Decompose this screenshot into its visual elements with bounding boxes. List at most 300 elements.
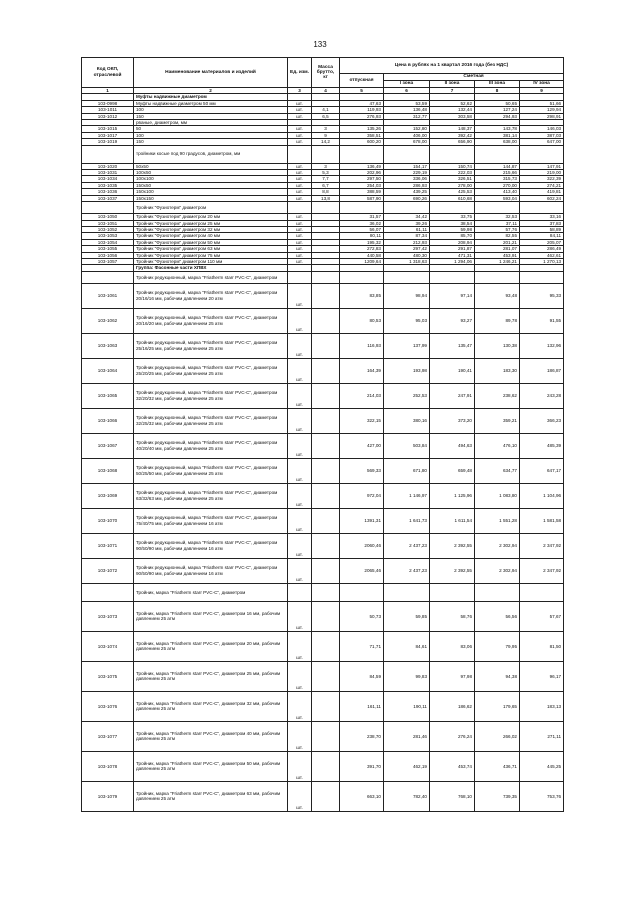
row-unit: шт. bbox=[288, 163, 312, 169]
price-zone-3: 183,30 bbox=[475, 358, 520, 383]
row-unit: шт. bbox=[288, 601, 312, 631]
row-code bbox=[82, 583, 134, 601]
price-zone-4: 91,55 bbox=[520, 308, 564, 333]
row-code: 103-1019 bbox=[82, 139, 134, 145]
row-name: 100 bbox=[134, 132, 288, 138]
row-code: 103-1064 bbox=[82, 358, 134, 383]
row-unit bbox=[288, 202, 312, 214]
price-zone-4: 602,24 bbox=[520, 195, 564, 201]
price-zone-4: 2 347,92 bbox=[520, 533, 564, 558]
row-code: 103-1071 bbox=[82, 533, 134, 558]
row-name: Тройник редукционный, марка "Friatherm starr PVC-C", диаметром 75/40/75 мм, рабочим давлением 16 атм bbox=[134, 508, 288, 533]
table-row bbox=[82, 333, 564, 358]
row-code bbox=[82, 145, 134, 163]
price-zone-3: 359,21 bbox=[475, 408, 520, 433]
price-zone-4: 1 581,58 bbox=[520, 508, 564, 533]
row-code: 103-1061 bbox=[82, 283, 134, 308]
price-wholesale: 297,50 bbox=[340, 176, 384, 182]
row-mass bbox=[312, 631, 340, 661]
table-row bbox=[82, 721, 564, 751]
table-row bbox=[82, 433, 564, 458]
row-code: 103-1073 bbox=[82, 601, 134, 631]
price-wholesale: 80,11 bbox=[340, 233, 384, 239]
row-unit: шт. bbox=[288, 661, 312, 691]
price-zone-3: 93,48 bbox=[475, 283, 520, 308]
page-number: 133 bbox=[313, 40, 327, 49]
price-zone-1: 95,03 bbox=[384, 308, 430, 333]
price-wholesale: 164,39 bbox=[340, 358, 384, 383]
price-zone-4: 58,89 bbox=[520, 226, 564, 232]
price-zone-2: 186,62 bbox=[430, 691, 475, 721]
price-zone-4: 387,03 bbox=[520, 132, 564, 138]
price-zone-2: 2 392,55 bbox=[430, 533, 475, 558]
row-unit: шт. bbox=[288, 100, 312, 106]
price-zone-1: 336,06 bbox=[384, 176, 430, 182]
row-unit: шт. bbox=[288, 239, 312, 245]
column-number: 4 bbox=[312, 88, 340, 94]
row-unit bbox=[288, 145, 312, 163]
header-unit: Ед. изм. bbox=[288, 58, 312, 88]
header-code: Код ОКП, отраслевой bbox=[82, 58, 134, 88]
price-zone-1: 480,30 bbox=[384, 252, 430, 258]
row-mass bbox=[312, 533, 340, 558]
row-name: Тройник "Фузиотерм" диаметром 50 мм bbox=[134, 239, 288, 245]
row-unit: шт. bbox=[288, 195, 312, 201]
row-code: 103-1051 bbox=[82, 220, 134, 226]
price-zone-3: 144,87 bbox=[475, 163, 520, 169]
header-zone-3: III зона bbox=[475, 81, 520, 88]
table-row bbox=[82, 383, 564, 408]
row-unit: шт. bbox=[288, 333, 312, 358]
row-code: 103-1066 bbox=[82, 408, 134, 433]
price-zone-3 bbox=[475, 271, 520, 283]
price-zone-2: 453,74 bbox=[430, 751, 475, 781]
row-code: 103-1077 bbox=[82, 721, 134, 751]
row-name: Тройник "Фузиотерм" диаметром bbox=[134, 202, 288, 214]
column-number: 8 bbox=[475, 88, 520, 94]
row-unit: шт. bbox=[288, 631, 312, 661]
row-unit: шт. bbox=[288, 170, 312, 176]
row-code: 103-1056 bbox=[82, 252, 134, 258]
price-zone-3: 1 551,28 bbox=[475, 508, 520, 533]
price-zone-1: 212,93 bbox=[384, 239, 430, 245]
price-zone-2: 392,42 bbox=[430, 132, 475, 138]
price-zone-1: 53,59 bbox=[384, 100, 430, 106]
price-wholesale: 136,49 bbox=[340, 163, 384, 169]
price-zone-4: 445,25 bbox=[520, 751, 564, 781]
row-unit: шт. bbox=[288, 113, 312, 119]
row-name: Муфты надвижные диаметром bbox=[134, 94, 288, 100]
row-name: Тройник, марка "Friatherm starr PVC-C", диаметром 63 мм, рабочим давлением 25 атм bbox=[134, 781, 288, 811]
header-estimate: Сметная bbox=[384, 74, 564, 81]
price-wholesale: 50,73 bbox=[340, 601, 384, 631]
table-row bbox=[82, 661, 564, 691]
price-wholesale: 388,59 bbox=[340, 189, 384, 195]
price-zone-1 bbox=[384, 583, 430, 601]
row-unit: шт. bbox=[288, 558, 312, 583]
column-number: 7 bbox=[430, 88, 475, 94]
row-name: Группа: Фасонные части ХПВХ bbox=[134, 265, 288, 271]
price-wholesale: 135,26 bbox=[340, 126, 384, 132]
row-unit: шт. bbox=[288, 139, 312, 145]
price-zone-4: 647,17 bbox=[520, 458, 564, 483]
price-zone-2: 59,98 bbox=[430, 226, 475, 232]
row-mass bbox=[312, 721, 340, 751]
price-wholesale: 31,57 bbox=[340, 214, 384, 220]
price-wholesale: 427,00 bbox=[340, 433, 384, 458]
price-zone-1: 34,42 bbox=[384, 214, 430, 220]
price-zone-1: 312,77 bbox=[384, 113, 430, 119]
row-unit: шт. bbox=[288, 408, 312, 433]
price-zone-3: 1 083,80 bbox=[475, 483, 520, 508]
price-zone-3: 56,56 bbox=[475, 601, 520, 631]
row-mass bbox=[312, 271, 340, 283]
row-name: 150х100 bbox=[134, 189, 288, 195]
price-zone-3: 638,00 bbox=[475, 139, 520, 145]
price-zone-2: 291,87 bbox=[430, 246, 475, 252]
table-row-sub bbox=[82, 202, 564, 214]
price-zone-1: 98,94 bbox=[384, 283, 430, 308]
row-unit: шт. bbox=[288, 751, 312, 781]
row-code: 103-1052 bbox=[82, 226, 134, 232]
price-zone-3: 215,66 bbox=[475, 170, 520, 176]
price-zone-4: 95,33 bbox=[520, 283, 564, 308]
row-code: 103-1069 bbox=[82, 483, 134, 508]
row-mass bbox=[312, 333, 340, 358]
price-zone-1: 229,19 bbox=[384, 170, 430, 176]
row-unit: шт. bbox=[288, 226, 312, 232]
table-row bbox=[82, 283, 564, 308]
table-row bbox=[82, 558, 564, 583]
row-unit: шт. bbox=[288, 182, 312, 188]
price-zone-1: 193,98 bbox=[384, 358, 430, 383]
price-zone-3: 130,38 bbox=[475, 333, 520, 358]
row-mass bbox=[312, 583, 340, 601]
row-unit bbox=[288, 583, 312, 601]
price-zone-1: 462,19 bbox=[384, 751, 430, 781]
price-zone-4: 298,91 bbox=[520, 113, 564, 119]
price-wholesale: 600,20 bbox=[340, 139, 384, 145]
column-number: 6 bbox=[384, 88, 430, 94]
price-wholesale: 1209,64 bbox=[340, 258, 384, 264]
row-code: 103-1062 bbox=[82, 308, 134, 333]
price-zone-2: 656,90 bbox=[430, 139, 475, 145]
price-zone-2: 135,47 bbox=[430, 333, 475, 358]
row-code: 103-1012 bbox=[82, 113, 134, 119]
price-wholesale: 254,03 bbox=[340, 182, 384, 188]
row-code: 103-1078 bbox=[82, 751, 134, 781]
price-zone-3: 50,65 bbox=[475, 100, 520, 106]
row-name: Тройник, марка "Friatherm starr PVC-C", диаметром 25 мм, рабочим давлением 25 атм bbox=[134, 661, 288, 691]
price-wholesale: 214,03 bbox=[340, 383, 384, 408]
price-wholesale bbox=[340, 202, 384, 214]
table-row-sub bbox=[82, 145, 564, 163]
row-name: Тройник, марка "Friatherm starr PVC-C", диаметром bbox=[134, 583, 288, 601]
row-name: Тройник "Фузиотерм" диаметром 32 мм bbox=[134, 226, 288, 232]
row-code: 103-1063 bbox=[82, 333, 134, 358]
price-wholesale: 569,33 bbox=[340, 458, 384, 483]
row-name: Тройник редукционный, марка "Friatherm starr PVC-C", диаметром bbox=[134, 271, 288, 283]
row-code: 103-1067 bbox=[82, 433, 134, 458]
price-zone-2: 471,31 bbox=[430, 252, 475, 258]
price-zone-1: 671,80 bbox=[384, 458, 430, 483]
table-row bbox=[82, 781, 564, 811]
price-zone-4: 81,50 bbox=[520, 631, 564, 661]
header-zone-1: I зона bbox=[384, 81, 430, 88]
price-zone-4: 51,66 bbox=[520, 100, 564, 106]
price-wholesale: 161,11 bbox=[340, 691, 384, 721]
table-row bbox=[82, 508, 564, 533]
price-wholesale: 322,15 bbox=[340, 408, 384, 433]
row-name: Тройник "Фузиотерм" диаметром 40 мм bbox=[134, 233, 288, 239]
price-zone-1: 678,00 bbox=[384, 139, 430, 145]
header-zone-2: II зона bbox=[430, 81, 475, 88]
price-zone-4: 647,00 bbox=[520, 139, 564, 145]
row-code: 103-1035 bbox=[82, 182, 134, 188]
price-zone-1: 154,17 bbox=[384, 163, 430, 169]
price-zone-2: 247,91 bbox=[430, 383, 475, 408]
price-zone-4 bbox=[520, 202, 564, 214]
row-code: 103-1034 bbox=[82, 176, 134, 182]
row-code: 103-1076 bbox=[82, 691, 134, 721]
price-zone-2: 33,75 bbox=[430, 214, 475, 220]
row-code: 103-1037 bbox=[82, 195, 134, 201]
row-mass bbox=[312, 781, 340, 811]
column-number: 3 bbox=[288, 88, 312, 94]
price-zone-1: 2 437,23 bbox=[384, 533, 430, 558]
price-zone-3: 294,93 bbox=[475, 113, 520, 119]
price-zone-2: 326,51 bbox=[430, 176, 475, 182]
row-unit: шт. bbox=[288, 189, 312, 195]
row-name: Тройник редукционный, марка "Friatherm starr PVC-C", диаметром 63/32/63 мм, рабочим давлением 25 атм bbox=[134, 483, 288, 508]
row-mass: 6,7 bbox=[312, 182, 340, 188]
row-name: 100 bbox=[134, 107, 288, 113]
column-number: 1 bbox=[82, 88, 134, 94]
row-name: Тройник "Фузиотерм" диаметром 25 мм bbox=[134, 220, 288, 226]
price-zone-1 bbox=[384, 271, 430, 283]
price-zone-3: 593,04 bbox=[475, 195, 520, 201]
row-mass bbox=[312, 145, 340, 163]
price-zone-4: 322,39 bbox=[520, 176, 564, 182]
price-wholesale: 202,96 bbox=[340, 170, 384, 176]
column-number: 2 bbox=[134, 88, 288, 94]
row-name: 150х150 bbox=[134, 195, 288, 201]
row-name: 150 bbox=[134, 113, 288, 119]
row-unit: шт. bbox=[288, 176, 312, 182]
price-zone-3: 89,78 bbox=[475, 308, 520, 333]
row-mass bbox=[312, 691, 340, 721]
row-unit: шт. bbox=[288, 252, 312, 258]
price-wholesale: 440,58 bbox=[340, 252, 384, 258]
price-zone-3: 201,21 bbox=[475, 239, 520, 245]
price-zone-4: 366,23 bbox=[520, 408, 564, 433]
price-zone-3: 57,76 bbox=[475, 226, 520, 232]
price-wholesale: 1391,31 bbox=[340, 508, 384, 533]
price-zone-1: 380,16 bbox=[384, 408, 430, 433]
price-zone-1: 782,40 bbox=[384, 781, 430, 811]
row-mass: 5,3 bbox=[312, 170, 340, 176]
price-zone-3: 2 302,94 bbox=[475, 533, 520, 558]
row-code: 103-1055 bbox=[82, 246, 134, 252]
row-unit: шт. bbox=[288, 126, 312, 132]
table-row bbox=[82, 308, 564, 333]
price-zone-1 bbox=[384, 202, 430, 214]
row-mass bbox=[312, 601, 340, 631]
price-wholesale: 587,90 bbox=[340, 195, 384, 201]
row-name: Тройник редукционный, марка "Friatherm starr PVC-C", диаметром 25/16/25 мм, рабочим давлением 25 атм bbox=[134, 333, 288, 358]
price-wholesale bbox=[340, 145, 384, 163]
row-unit: шт. bbox=[288, 383, 312, 408]
row-name: Тройник редукционный, марка "Friatherm starr PVC-C", диаметром 20/16/16 мм, рабочим давлением 20 атм bbox=[134, 283, 288, 308]
price-zone-4: 485,39 bbox=[520, 433, 564, 458]
price-zone-3: 413,40 bbox=[475, 189, 520, 195]
price-zone-3: 127,24 bbox=[475, 107, 520, 113]
row-name: Тройник, марка "Friatherm starr PVC-C", диаметром 20 мм, рабочим давлением 25 атм bbox=[134, 631, 288, 661]
price-zone-4: 1 270,13 bbox=[520, 258, 564, 264]
row-unit: шт. bbox=[288, 533, 312, 558]
row-unit: шт. bbox=[288, 691, 312, 721]
row-mass bbox=[312, 751, 340, 781]
row-unit: шт. bbox=[288, 781, 312, 811]
price-zone-4: 96,17 bbox=[520, 661, 564, 691]
row-name: Тройник "Фузиотерм" диаметром 63 мм bbox=[134, 246, 288, 252]
row-code: 103-1053 bbox=[82, 233, 134, 239]
price-zone-2: 610,68 bbox=[430, 195, 475, 201]
price-zone-1: 406,00 bbox=[384, 132, 430, 138]
price-zone-2: 303,58 bbox=[430, 113, 475, 119]
row-name: тройники косые под 90 градусов, диаметром, мм bbox=[134, 145, 288, 163]
row-unit: шт. bbox=[288, 283, 312, 308]
price-zone-2: 425,53 bbox=[430, 189, 475, 195]
price-zone-4: 419,81 bbox=[520, 189, 564, 195]
price-zone-3: 634,77 bbox=[475, 458, 520, 483]
row-mass: 7,7 bbox=[312, 176, 340, 182]
price-zone-4: 57,67 bbox=[520, 601, 564, 631]
row-mass bbox=[312, 433, 340, 458]
row-unit: шт. bbox=[288, 107, 312, 113]
row-code: 103-1015 bbox=[82, 126, 134, 132]
price-zone-2: 222,03 bbox=[430, 170, 475, 176]
row-name: 150х50 bbox=[134, 182, 288, 188]
row-name: рваные, диаметром, мм bbox=[134, 120, 288, 126]
price-zone-4: 243,28 bbox=[520, 383, 564, 408]
price-zone-2: 85,70 bbox=[430, 233, 475, 239]
row-code: 103-1036 bbox=[82, 189, 134, 195]
row-mass: 4,1 bbox=[312, 107, 340, 113]
price-zone-1: 59,85 bbox=[384, 601, 430, 631]
price-zone-4: 205,07 bbox=[520, 239, 564, 245]
price-zone-2: 190,41 bbox=[430, 358, 475, 383]
price-wholesale bbox=[340, 271, 384, 283]
row-code: 103-1031 bbox=[82, 170, 134, 176]
header-mass: Масса брутто, кг bbox=[312, 58, 340, 88]
row-name: 100х50 bbox=[134, 170, 288, 176]
price-zone-1 bbox=[384, 145, 430, 163]
price-wholesale: 83,85 bbox=[340, 283, 384, 308]
price-zone-2: 97,14 bbox=[430, 283, 475, 308]
row-code: 103-1070 bbox=[82, 508, 134, 533]
price-zone-2: 52,62 bbox=[430, 100, 475, 106]
price-zone-4: 37,83 bbox=[520, 220, 564, 226]
price-zone-3 bbox=[475, 583, 520, 601]
price-zone-1: 1 641,73 bbox=[384, 508, 430, 533]
row-name: Тройник редукционный, марка "Friatherm starr PVC-C", диаметром 32/25/32 мм, рабочим давлением 25 атм bbox=[134, 408, 288, 433]
price-zone-2: 2 392,55 bbox=[430, 558, 475, 583]
row-mass bbox=[312, 508, 340, 533]
price-zone-4: 33,16 bbox=[520, 214, 564, 220]
row-mass: 3 bbox=[312, 163, 340, 169]
price-zone-4: 183,13 bbox=[520, 691, 564, 721]
row-code: 103-1079 bbox=[82, 781, 134, 811]
row-code: 103-1057 bbox=[82, 258, 134, 264]
price-wholesale: 272,83 bbox=[340, 246, 384, 252]
row-name: Тройник "Фузиотерм" диаметром 20 мм bbox=[134, 214, 288, 220]
row-unit: шт. bbox=[288, 508, 312, 533]
price-wholesale: 80,53 bbox=[340, 308, 384, 333]
row-code: 103-1065 bbox=[82, 383, 134, 408]
price-zone-2: 150,74 bbox=[430, 163, 475, 169]
row-mass bbox=[312, 661, 340, 691]
price-zone-1: 137,99 bbox=[384, 333, 430, 358]
price-zone-3: 179,65 bbox=[475, 691, 520, 721]
price-zone-2: 93,27 bbox=[430, 308, 475, 333]
row-mass: 8,8 bbox=[312, 189, 340, 195]
row-name: Тройник, марка "Friatherm starr PVC-C", диаметром 32 мм, рабочим давлением 25 атм bbox=[134, 691, 288, 721]
price-zone-1: 190,11 bbox=[384, 691, 430, 721]
price-zone-4 bbox=[520, 583, 564, 601]
price-zone-1: 2 437,23 bbox=[384, 558, 430, 583]
row-name: 150 bbox=[134, 139, 288, 145]
row-code: 103-1017 bbox=[82, 132, 134, 138]
row-name: Тройник, марка "Friatherm starr PVC-C", диаметром 16 мм, рабочим давлением 25 атм bbox=[134, 601, 288, 631]
price-zone-2 bbox=[430, 271, 475, 283]
table-row bbox=[82, 408, 564, 433]
row-name: Тройник редукционный, марка "Friatherm starr PVC-C", диаметром 90/50/90 мм, рабочим давлением 16 атм bbox=[134, 533, 288, 558]
price-zone-2: 1 611,54 bbox=[430, 508, 475, 533]
table-body bbox=[82, 58, 564, 812]
row-code bbox=[82, 271, 134, 283]
price-zone-3: 281,07 bbox=[475, 246, 520, 252]
price-zone-1: 439,25 bbox=[384, 189, 430, 195]
price-wholesale: 47,63 bbox=[340, 100, 384, 106]
price-zone-4: 147,91 bbox=[520, 163, 564, 169]
price-wholesale: 36,02 bbox=[340, 220, 384, 226]
price-zone-4: 753,76 bbox=[520, 781, 564, 811]
row-code: 103-1072 bbox=[82, 558, 134, 583]
price-wholesale: 391,70 bbox=[340, 751, 384, 781]
table-row bbox=[82, 458, 564, 483]
price-zone-1: 1 318,63 bbox=[384, 258, 430, 264]
price-wholesale: 276,93 bbox=[340, 113, 384, 119]
price-wholesale: 195,32 bbox=[340, 239, 384, 245]
row-mass: 9 bbox=[312, 132, 340, 138]
row-mass bbox=[312, 202, 340, 214]
price-zone-2: 494,63 bbox=[430, 433, 475, 458]
price-zone-1: 503,84 bbox=[384, 433, 430, 458]
table-row-sub bbox=[82, 271, 564, 283]
price-zone-3: 2 302,94 bbox=[475, 558, 520, 583]
row-unit: шт. bbox=[288, 258, 312, 264]
price-zone-3: 315,73 bbox=[475, 176, 520, 182]
column-number: 5 bbox=[340, 88, 384, 94]
price-zone-2: 58,76 bbox=[430, 601, 475, 631]
price-zone-3: 82,55 bbox=[475, 233, 520, 239]
row-code: 103-1075 bbox=[82, 661, 134, 691]
table-row bbox=[82, 533, 564, 558]
row-name: Тройник "Фузиотерм" диаметром 110 мм bbox=[134, 258, 288, 264]
price-zone-1: 1 146,97 bbox=[384, 483, 430, 508]
price-zone-1: 99,83 bbox=[384, 661, 430, 691]
